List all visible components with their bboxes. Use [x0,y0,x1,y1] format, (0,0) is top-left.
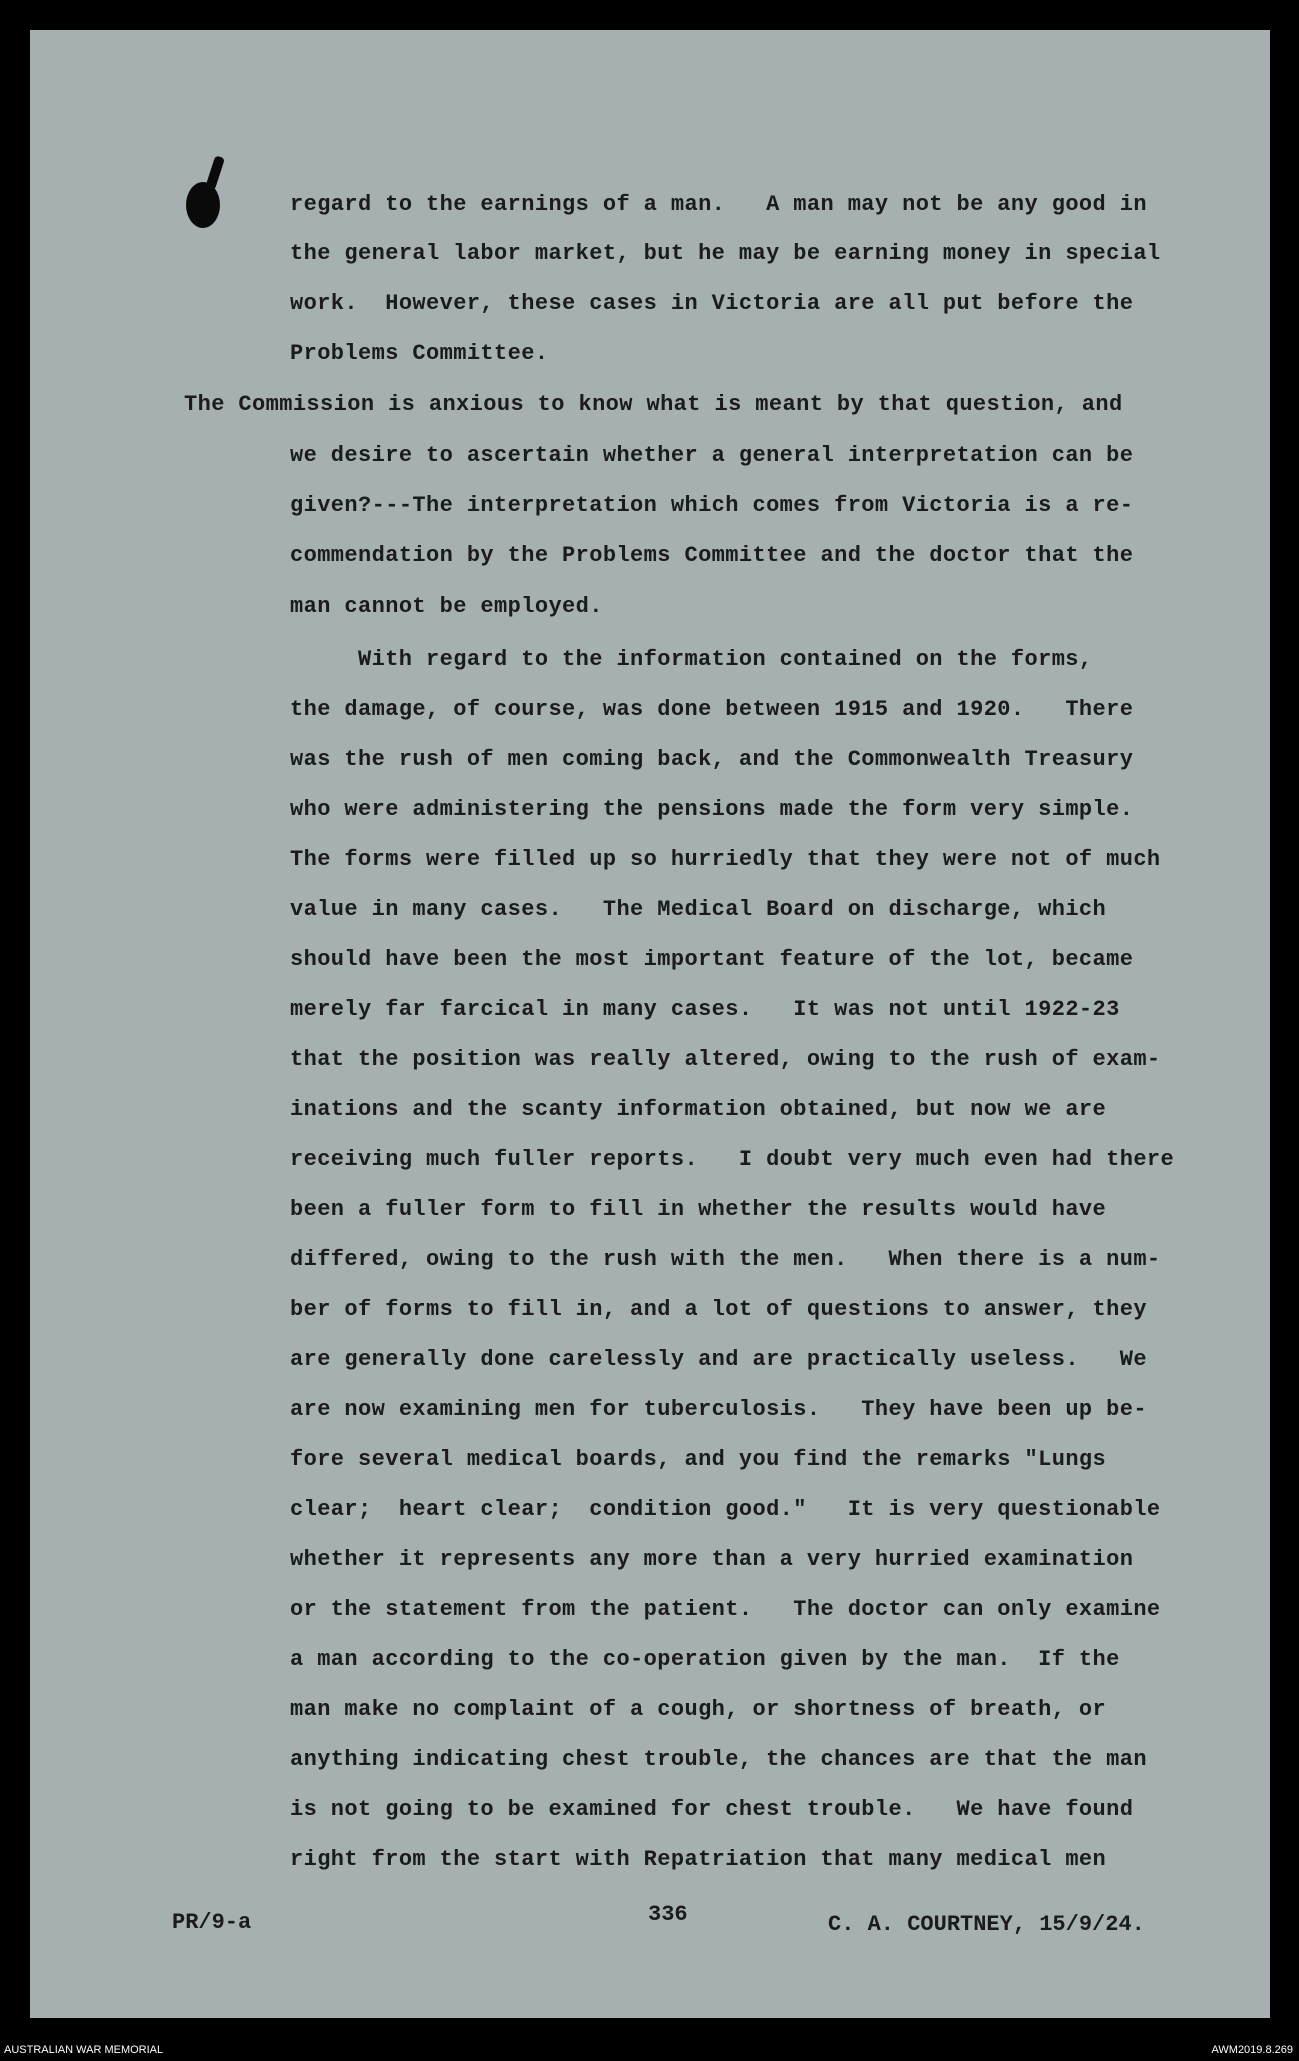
text-line: man cannot be employed. [290,594,603,619]
text-line: The forms were filled up so hurriedly that they were not of much [290,847,1161,872]
text-line: a man according to the co-operation given by the man. If the [290,1647,1120,1672]
punch-hole [186,182,220,228]
archive-credit: AUSTRALIAN WAR MEMORIAL [4,2044,164,2056]
text-line: value in many cases. The Medical Board on discharge, which [290,897,1107,922]
text-line: right from the start with Repatriation that many medical men [290,1847,1107,1872]
text-line: clear; heart clear; condition good." It is very questionable [290,1497,1161,1522]
text-line: regard to the earnings of a man. A man may not be any good in [290,192,1147,217]
archive-reference: AWM2019.8.269 [1211,2044,1293,2056]
text-line: or the statement from the patient. The doctor can only examine [290,1597,1161,1622]
text-line: whether it represents any more than a very hurried examination [290,1547,1134,1572]
text-line: differed, owing to the rush with the men. When there is a num- [290,1247,1161,1272]
text-line: was the rush of men coming back, and the Commonwealth Treasury [290,747,1134,772]
text-line: Problems Committee. [290,341,549,366]
text-line: that the position was really altered, owing to the rush of exam- [290,1047,1161,1072]
text-line: man make no complaint of a cough, or shortness of breath, or [290,1697,1107,1722]
text-line: are now examining men for tuberculosis. They have been up be- [290,1397,1147,1422]
text-line: been a fuller form to fill in whether the results would have [290,1197,1107,1222]
text-line: merely far farcical in many cases. It was not until 1922-23 [290,997,1120,1022]
text-line: the damage, of course, was done between 1915 and 1920. There [290,697,1134,722]
text-line: are generally done carelessly and are practically useless. We [290,1347,1147,1372]
text-line: ber of forms to fill in, and a lot of questions to answer, they [290,1297,1147,1322]
witness-signature: C. A. COURTNEY, 15/9/24. [828,1912,1145,1937]
text-line: anything indicating chest trouble, the chances are that the man [290,1747,1147,1772]
text-line: inations and the scanty information obtained, but now we are [290,1097,1107,1122]
text-line: we desire to ascertain whether a general interpretation can be [290,443,1134,468]
page-number: 336 [648,1902,688,1927]
text-line: who were administering the pensions made the form very simple. [290,797,1134,822]
file-reference: PR/9-a [172,1910,252,1935]
text-line: receiving much fuller reports. I doubt very much even had there [290,1147,1175,1172]
text-line: commendation by the Problems Committee and the doctor that the [290,543,1134,568]
text-line: The Commission is anxious to know what is meant by that question, and [184,392,1123,417]
text-line: With regard to the information contained on the forms, [358,647,1093,672]
text-line: work. However, these cases in Victoria are all put before the [290,291,1134,316]
text-line: given?---The interpretation which comes from Victoria is a re- [290,493,1134,518]
text-line: is not going to be examined for chest trouble. We have found [290,1797,1134,1822]
text-line: should have been the most important feature of the lot, became [290,947,1134,972]
text-line: the general labor market, but he may be earning money in special [290,241,1161,266]
text-line: fore several medical boards, and you find the remarks "Lungs [290,1447,1107,1472]
